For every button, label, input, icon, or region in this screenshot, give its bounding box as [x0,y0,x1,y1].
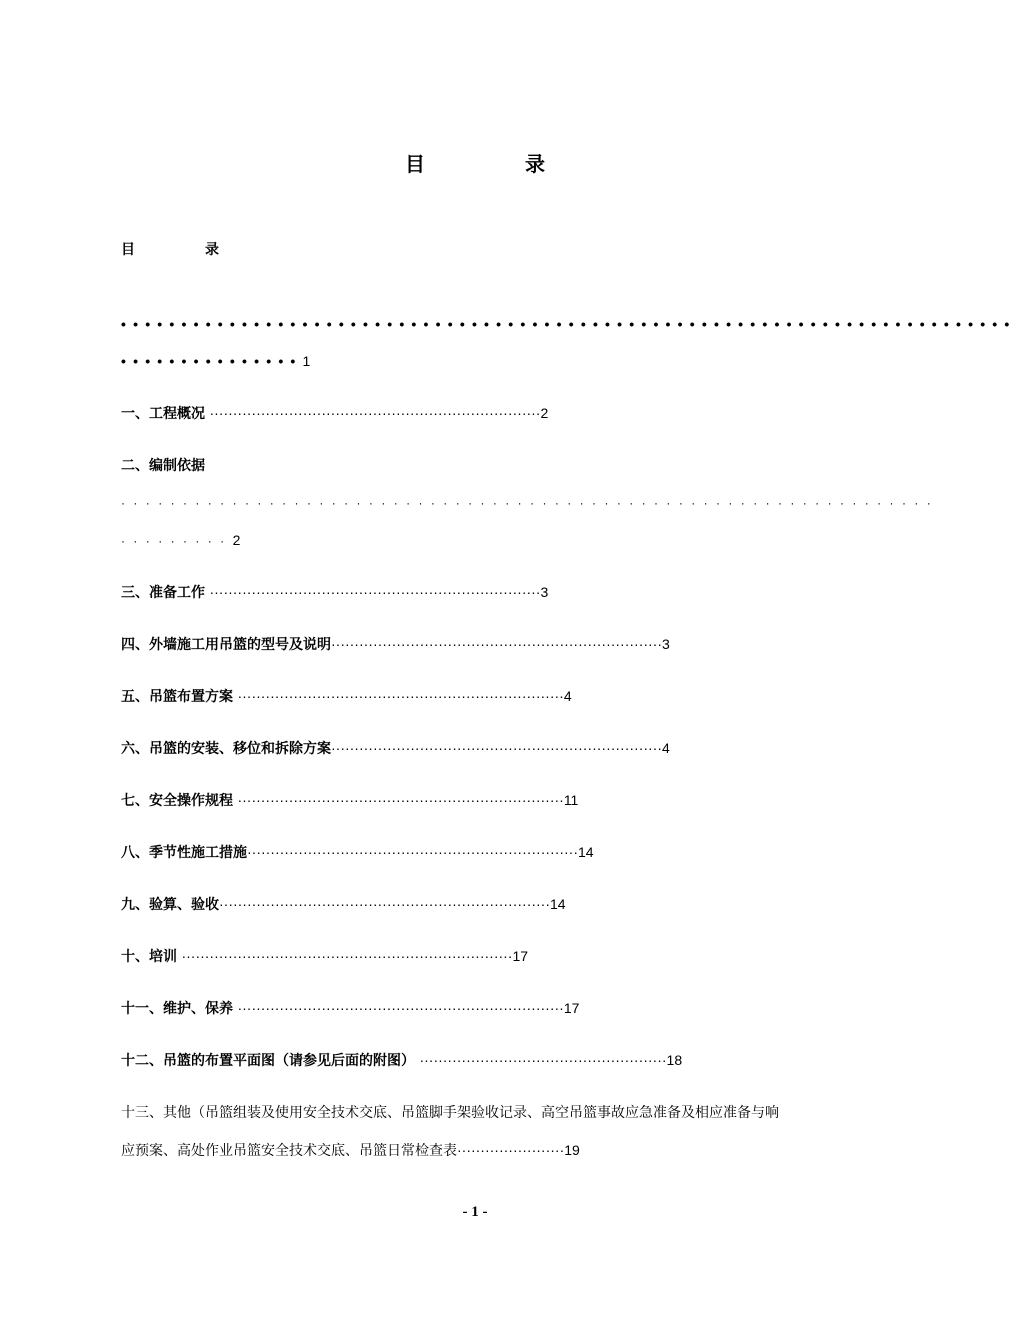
toc-page-number: 3 [662,636,670,652]
toc-page-number: 11 [563,792,579,808]
toc-entry-label: 十一、维护、保养 [121,1001,233,1017]
toc-leader-row: •••••••••••••••••••••••••••••••••••••••••••••••••••••••••••••••••••••••••• [121,316,1017,332]
toc-entry[interactable] [121,403,548,424]
toc-leader: ······································································ [237,792,564,808]
toc-entry-label: 十二、吊篮的布置平面图（请参见后面的附图） [121,1053,415,1069]
toc-entry-subtitle-end[interactable] [121,351,310,372]
toc-leader: ······································································· [247,844,579,860]
toc-leader: ······································································· [331,636,663,652]
toc-page-number: 3 [540,584,549,600]
toc-page-number: 17 [512,948,529,964]
toc-entry-label: 五、吊篮布置方案 [121,689,233,705]
toc-entry-label: 四、外墙施工用吊篮的型号及说明 [121,637,331,653]
toc-entry[interactable] [121,634,670,655]
toc-entry[interactable] [121,738,670,759]
toc-entry-continued[interactable] [121,1140,873,1161]
toc-leader-row: ·································································· [121,496,940,510]
toc-entry-label: 二、编制依据 [121,458,205,474]
toc-entry-label: 八、季节性施工措施 [121,845,247,861]
toc-leader: ······································································· [209,584,541,600]
toc-leader: ····················································· [419,1052,667,1068]
toc-leader: ······················· [457,1142,565,1158]
page-footer-number: - 1 - [462,1204,488,1220]
toc-page-number: 4 [563,688,572,704]
toc-leader: ········· [121,534,233,548]
toc-entry-label: 三、准备工作 [121,585,205,601]
toc-entry-label: 九、验算、验收 [121,897,219,913]
toc-page-number: 14 [578,844,594,860]
toc-entry[interactable] [121,686,572,707]
toc-leader: ••••••••••••••• [121,353,303,369]
toc-leader: ······································································· [331,740,663,756]
toc-entry-end[interactable] [121,530,240,551]
page-title: 目 录 [405,152,585,176]
toc-entry-label: 应预案、高处作业吊篮安全技术交底、吊篮日常检查表 [121,1143,457,1159]
toc-entry-label: 十、培训 [121,949,177,965]
toc-subtitle: 目 录 [121,242,247,258]
toc-entry-label: 一、工程概况 [121,406,205,422]
toc-entry[interactable] [121,842,594,863]
toc-entry-label: 七、安全操作规程 [121,793,233,809]
toc-entry[interactable] [121,946,528,967]
toc-page-number: 2 [540,405,549,421]
toc-page-number: 14 [550,896,566,912]
toc-leader: ······································································· [209,405,541,421]
toc-leader: ······································································ [237,688,564,704]
toc-entry-label: 十三、其他（吊篮组装及使用安全技术交底、吊篮脚手架验收记录、高空吊篮事故应急准备及相应准备与响 [121,1105,779,1121]
toc-leader: ······································································· [219,896,551,912]
toc-entry[interactable] [121,1103,873,1123]
toc-leader: ······································································· [181,948,513,964]
toc-page-number: 18 [666,1052,683,1068]
toc-entry[interactable] [121,894,566,915]
toc-entry[interactable] [121,1050,682,1071]
toc-entry[interactable] [121,456,205,476]
toc-entry[interactable] [121,582,548,603]
toc-leader: ······································································ [237,1000,564,1016]
toc-entry-label: 六、吊篮的安装、移位和拆除方案 [121,741,331,757]
toc-page-number: 17 [563,1000,580,1016]
toc-page-number: 19 [564,1142,580,1158]
toc-entry[interactable] [121,998,579,1019]
toc-entry[interactable] [121,790,578,811]
toc-page-number: 4 [662,740,670,756]
toc-page-number: 1 [302,353,311,369]
toc-page-number: 2 [232,532,241,548]
